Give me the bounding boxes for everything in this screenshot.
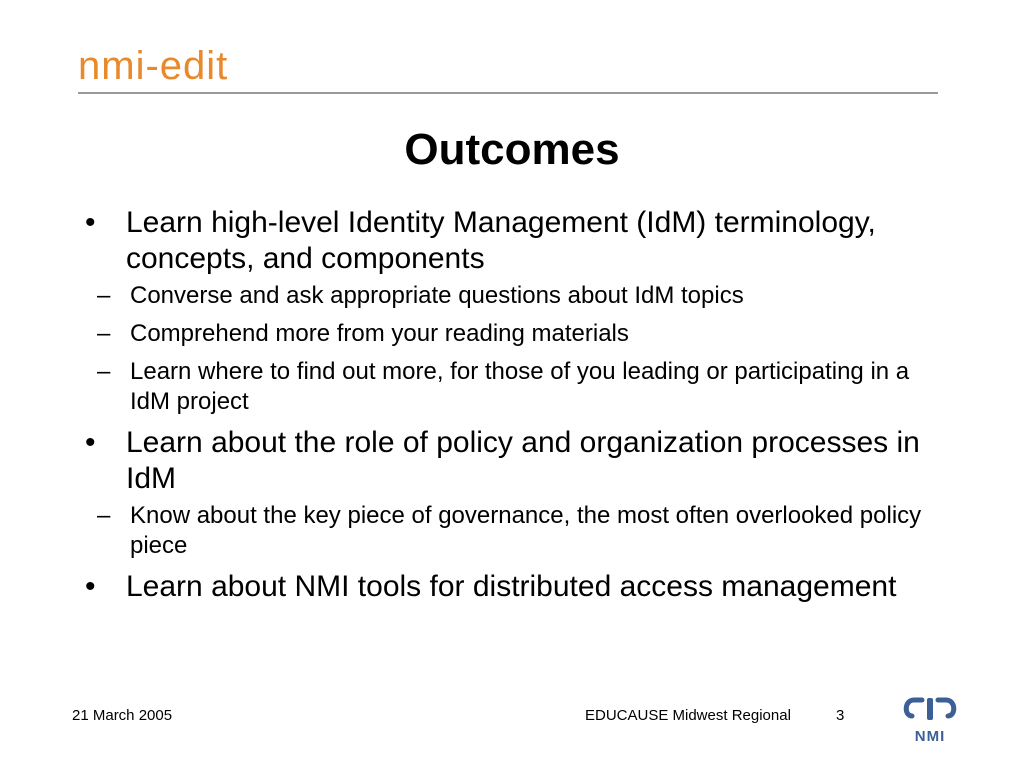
header-rule (78, 92, 938, 94)
bullet-item (85, 425, 945, 497)
sub-bullet-list (85, 281, 945, 417)
bullet-item (85, 205, 945, 277)
sub-bullet-item (85, 357, 945, 417)
sub-bullet-text: Converse and ask appropriate questions about IdM topics (130, 282, 744, 309)
nmi-logo (900, 694, 960, 750)
sub-bullet-text: Comprehend more from your reading materials (130, 320, 629, 347)
bullet-text: Learn about the role of policy and organization processes in IdM (126, 426, 920, 495)
bullet-marker: • (85, 206, 96, 239)
bullet-marker: • (85, 570, 96, 603)
logo-text: NMI (914, 728, 946, 745)
sub-bullet-text: Learn where to find out more, for those of you leading or participating in a IdM project (130, 358, 910, 415)
bullet-marker: • (85, 426, 96, 459)
footer-event: EDUCAUSE Midwest Regional (585, 707, 791, 724)
bullet-list (85, 205, 945, 609)
bullet-item (85, 569, 945, 605)
page-number: 3 (836, 707, 845, 724)
footer-date: 21 March 2005 (72, 707, 173, 724)
bullet-text: Learn high-level Identity Management (IdM) terminology, concepts, and components (126, 206, 876, 275)
sub-bullet-text: Know about the key piece of governance, the most often overlooked policy piece (130, 502, 922, 559)
nmi-logo-icon (900, 694, 960, 728)
dash-marker: – (97, 358, 111, 385)
header-brand: nmi-edit (78, 44, 229, 88)
dash-marker: – (97, 282, 111, 309)
bullet-text: Learn about NMI tools for distributed access management (126, 570, 897, 603)
sub-bullet-list (85, 501, 945, 561)
dash-marker: – (97, 502, 111, 529)
dash-marker: – (97, 320, 111, 347)
sub-bullet-item (85, 319, 945, 349)
sub-bullet-item (85, 281, 945, 311)
sub-bullet-item (85, 501, 945, 561)
slide-title: Outcomes (404, 125, 620, 174)
